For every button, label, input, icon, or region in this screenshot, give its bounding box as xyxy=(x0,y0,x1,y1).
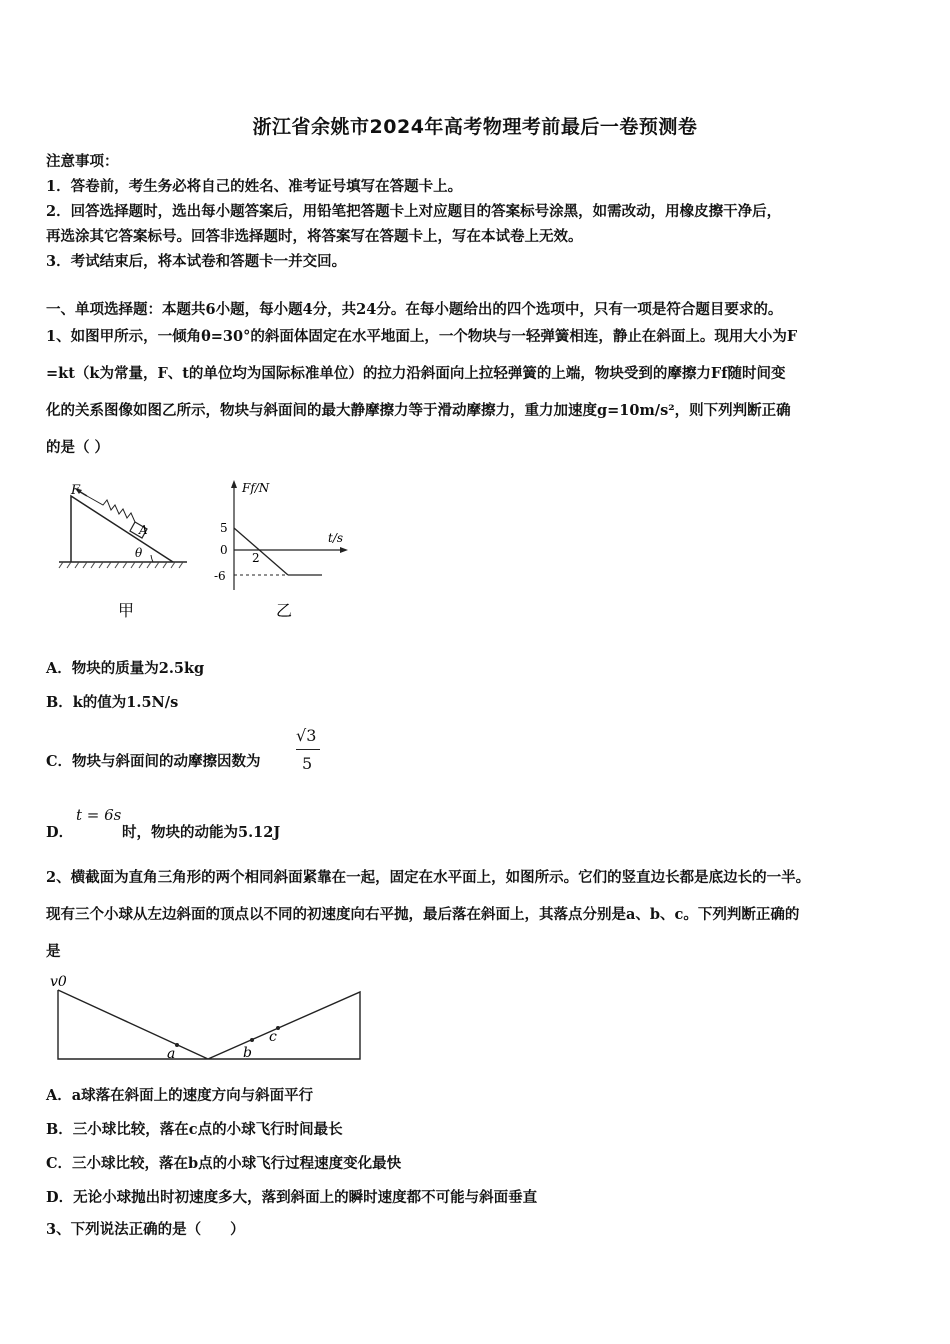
q1-option-c: C．物块与斜面间的动摩擦因数为 xyxy=(46,753,261,770)
label-A: A xyxy=(139,523,148,537)
notice-item: 1．答卷前，考生务必将自己的姓名、准考证号填写在答题卡上。 xyxy=(46,178,463,195)
q1-option-a: A．物块的质量为2.5kg xyxy=(46,660,205,677)
label-c: c xyxy=(269,1029,277,1045)
page-title: 浙江省余姚市2024年高考物理考前最后一卷预测卷 xyxy=(252,116,698,138)
q1-figure-yi xyxy=(210,478,360,628)
q2-stem-line: 现有三个小球从左边斜面的顶点以不同的初速度向右平抛，最后落在斜面上，其落点分别是a、b、c。下列判断正确的 xyxy=(46,906,800,923)
q2-stem-line: 是 xyxy=(46,943,61,960)
label-b: b xyxy=(243,1045,252,1061)
q2-option-c: C．三小球比较，落在b点的小球飞行过程速度变化最快 xyxy=(46,1155,402,1172)
tick-0: 0 xyxy=(220,543,228,557)
axis-ylabel: Ff/N xyxy=(242,481,270,495)
q1-c-denominator: 5 xyxy=(302,754,313,773)
q1-option-d: 时，物块的动能为5.12J xyxy=(122,824,281,841)
label-a: a xyxy=(167,1046,176,1062)
q2-option-a: A．a球落在斜面上的速度方向与斜面平行 xyxy=(46,1087,314,1104)
q3-stem: 3、下列说法正确的是（ ） xyxy=(46,1221,245,1238)
q1-d-expression: t = 6s xyxy=(76,806,122,824)
axis-xlabel: t/s xyxy=(328,531,344,545)
caption-jia: 甲 xyxy=(118,601,135,620)
q2-option-b: B．三小球比较，落在c点的小球飞行时间最长 xyxy=(46,1121,343,1138)
label-theta: θ xyxy=(135,546,143,560)
q2-option-d: D．无论小球抛出时初速度多大，落到斜面上的瞬时速度都不可能与斜面垂直 xyxy=(46,1189,538,1206)
q1-stem-line: 1、如图甲所示，一倾角θ=30°的斜面体固定在水平地面上，一个物块与一轻弹簧相连，静止在斜面上。现用大小为F xyxy=(46,328,798,345)
q1-figure-jia xyxy=(55,478,195,628)
q1-c-numerator: √3 xyxy=(296,726,317,745)
q1-stem-line: 的是（ ） xyxy=(46,439,110,456)
q1-stem-line: 化的关系图像如图乙所示，物块与斜面间的最大静摩擦力等于滑动摩擦力，重力加速度g=10m/s²，则下列判断正确 xyxy=(46,402,791,419)
q2-stem-line: 2、横截面为直角三角形的两个相同斜面紧靠在一起，固定在水平面上，如图所示。它们的竖直边长都是底边长的一半。 xyxy=(46,869,811,886)
label-v0: v0 xyxy=(50,974,67,990)
tick-neg6: -6 xyxy=(214,569,226,583)
section-heading: 一、单项选择题：本题共6小题，每小题4分，共24分。在每小题给出的四个选项中，只有一项是符合题目要求的。 xyxy=(46,301,783,318)
fraction-bar xyxy=(296,749,320,750)
notice-item: 2．回答选择题时，选出每小题答案后，用铅笔把答题卡上对应题目的答案标号涂黑，如需改动，用橡皮擦干净后， xyxy=(46,203,782,220)
notice-item: 3．考试结束后，将本试卷和答题卡一并交回。 xyxy=(46,253,347,270)
q1-option-b: B．k的值为1.5N/s xyxy=(46,694,179,711)
tick-5: 5 xyxy=(220,521,228,535)
q1-option-d-prefix: D． xyxy=(46,824,74,841)
caption-yi: 乙 xyxy=(276,601,293,620)
notice-heading: 注意事项： xyxy=(46,153,119,170)
notice-item: 再选涂其它答案标号。回答非选择题时，将答案写在答题卡上，写在本试卷上无效。 xyxy=(46,228,583,245)
tick-2: 2 xyxy=(252,551,260,565)
q1-stem-line: =kt（k为常量，F、t的单位均为国际标准单位）的拉力沿斜面向上拉轻弹簧的上端，物块受到的摩擦力Ff随时间变 xyxy=(46,365,786,382)
q2-figure xyxy=(44,968,374,1068)
label-F: F xyxy=(71,483,81,498)
